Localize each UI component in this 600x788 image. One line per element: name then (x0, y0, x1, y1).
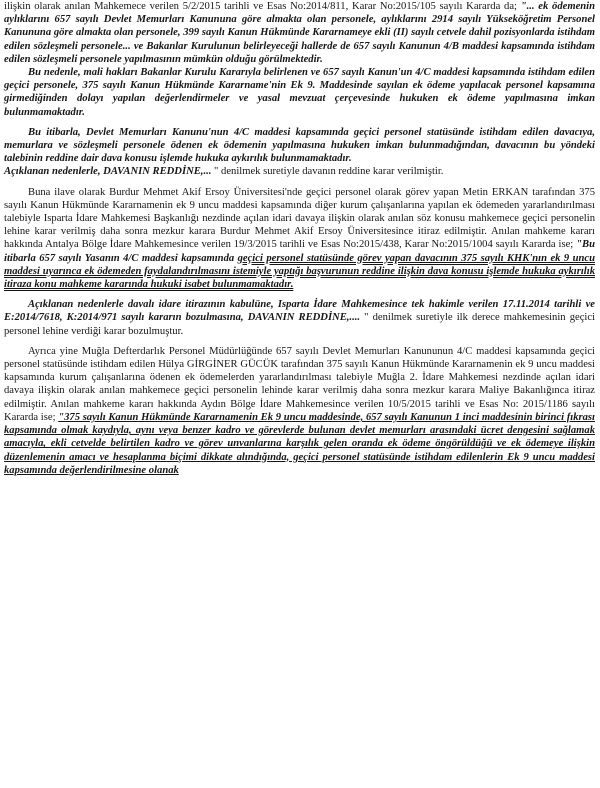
paragraph-burdur-span-0: Buna ilave olarak Burdur Mehmet Akif Ersoy Üniversitesi'nde geçici personel olarak görev yapan Metin ERKAN tarafından 375 sayılı Kanun Hükmünde Kararnamenin ek 9 uncu maddesi kapsamında diğer kurum çalışanlarına yapılan ek ödemeden yararlandırılması talebiyle Isparta İdare Mahkemesi Başkanlığı nezdinde açılan idari davaya ilişkin olarak anılan söz konusu mahkemece geçici personelin lehine karar verilmiş daha sonra mezkur karara Burdur Mehmet Akif Ersoy Üniversitesince itiraz edilmiştir. Anılan mahkeme kararı hakkında Antalya Bölge İdare Mahkemesince verilen 19/3/2015 tarihli ve Esas No:2015/438, Karar No:2015/1004 sayılı Kararda ise; (4, 186, 595, 251)
paragraph-quote-4 (4, 165, 595, 178)
paragraph-mugla (4, 345, 595, 477)
paragraph-quote-intro-span-1: "... ek ödemenin aylıklarını 657 sayılı Devlet Memurları Kanununa göre almakta olan personele, aylıklarını 2914 sayılı Yükseköğretim Personel Kanununa göre almakta olan personele, 399 sayılı Kanun Hükmünde Kararnameye ekli (II) sayılı cetvele dahil pozisyonlarda istihdam edilen sözleşmeli personele... ve Bakanlar Kurulunun belirleyeceği hallerde de 657 sayılı Kanunun 4/B maddesi kapsamında istihdam edilen sözleşmeli personele yapılmasının mümkün olduğu görülmektedir. (4, 1, 595, 65)
paragraph-quote-intro-span-0: ilişkin olarak anılan Mahkemece verilen 5/2/2015 tarihli ve Esas No:2014/811, Karar No:2015/105 sayılı Kararda da; (4, 1, 521, 12)
paragraph-burdur-span-2: geçici personel statüsünde görev yapan davacının 375 sayılı KHK'nın ek 9 uncu maddesi uyarınca ek ödemeden faydalandırılmasını istemiyle yaptığı başvurunun reddine ilişkin dava konusu işlemde hukuka aykırılık itiraza konu mahkeme kararında hukuki isabet bulunmamaktadır. (4, 252, 595, 291)
paragraph-quote-4-span-1: " denilmek suretiyle davanın reddine karar verilmiştir. (214, 166, 444, 178)
paragraph-quote-3-span-0: Bu itibarla, Devlet Memurları Kanunu'nun 4/C maddesi kapsamında geçici personel statüsünde istihdam edilen davacıya, memurlara ve sözleşmeli personele ödenen ek ödemenin yapılmasına hukuken imkan bulunmadığından, davacının bu yöndeki talebinin reddine dair dava konusu işlemde hukuka aykırılık bulunmamaktadır. (4, 126, 595, 165)
paragraph-quote-5 (4, 298, 595, 338)
paragraph-burdur (4, 186, 595, 292)
paragraph-quote-5-span-0: Açıklanan nedenlerle davalı idare itirazının kabulüne, Isparta İdare Mahkemesince tek hakimle verilen 17.11.2014 tarihli ve E:2014/7618, K:2014/971 sayılı kararın bozulmasına, DAVANIN REDDİNE,.... (4, 299, 595, 324)
paragraph-quote-5-span-1: " denilmek suretiyle ilk derece mahkemesinin geçici personel lehine verdiği karar bozulmuştur. (4, 312, 595, 337)
paragraph-quote-4-span-0: Açıklanan nedenlerle, DAVANIN REDDİNE,... (4, 166, 215, 178)
paragraph-quote-3 (4, 126, 595, 166)
paragraph-quote-2 (4, 66, 595, 119)
paragraph-burdur-span-1: "Bu itibarla 657 sayılı Yasanın 4/C maddesi kapsamında (4, 239, 595, 264)
paragraph-mugla-span-0: Ayrıca yine Muğla Defterdarlık Personel Müdürlüğünde 657 sayılı Devlet Memurları Kanununun 4/C maddesi kapsamında geçici personel statüsünde istihdam edilen Hülya GİRGİNER GÜCÜK tarafından 375 sayılı Kanun Hükmünde Kararnamenin ek 9 uncu maddesi kapsamında kurum çalışanlarına ödenen ek ödemelerden yararlandırılması talebiyle Muğla 2. İdare Mahkemesi nezdinde açılan idari davaya ilişkin olarak anılan mahkemece geçici personelin lehinde karar verilmiş daha sonra mezkur karara Maliye Bakanlığınca itiraz edilmiştir. Anılan mahkeme kararı hakkında Aydın Bölge İdare Mahkemesince verilen 10/5/2015 tarihli ve Esas No: 2015/1186 sayılı Kararda ise; (4, 345, 595, 423)
paragraph-quote-intro (4, 0, 595, 66)
paragraph-quote-2-span-0: Bu nedenle, mali hakları Bakanlar Kurulu Kararıyla belirlenen ve 657 sayılı Kanun'un 4/C maddesi kapsamında istihdam edilen geçici personele, 375 sayılı Kanun Hükmünde Kararname'nin Ek 9. Maddesinde sayılan ek ödeme yapılacak personel kapsamına girmediğinden dolayı yapılan değerlendirmeler ve yasal mevzuat çerçevesinde hukuken ek ödeme yapılmasına imkan bulunmamaktadır. (4, 67, 595, 118)
paragraph-mugla-span-1: "375 sayılı Kanun Hükmünde Kararnamenin Ek 9 uncu maddesinde, 657 sayılı Kanunun 1 inci maddesinin birinci fıkrası kapsamında olmak kaydıyla, aynı veya benzer kadro ve görevlerde bulunan devlet memurları arasındaki ücret dengesini sağlamak amacıyla, ekli cetvelde belirtilen kadro ve görev unvanlarına karşılık gelen oranda ek ödeme öngörüldüğü ve ek ödemeye ilişkin düzenlemenin amacı ve hesaplanma biçimi dikkate alındığında, geçici personel statüsünde istihdam edilenlerin Ek 9 uncu maddesi kapsamında değerlendirilmesine olanak (4, 411, 595, 476)
